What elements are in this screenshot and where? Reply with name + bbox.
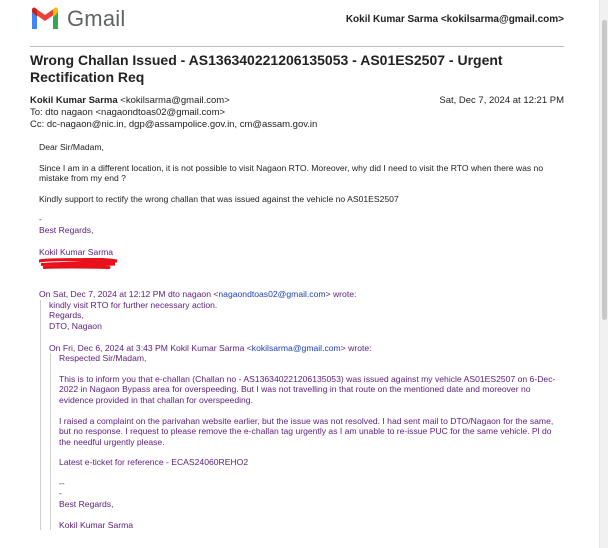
quote-2-email-link[interactable]: kokilsarma@gmail.com <box>251 342 341 353</box>
quote-1-line-2: Regards, <box>49 310 84 321</box>
quoted-reply-2 <box>49 343 559 531</box>
message-header <box>30 95 566 131</box>
quote-2-paragraph-2: I raised a complaint on the parivahan website earlier, but the issue was not resolved. I had sent mail to DTO/Nagaon for the same, but no response. I request to please remove the e-challan tag urgently as I am unable to re-issue PUC for the same vehicle. Pl do the needful urgently please. <box>59 415 554 447</box>
quoted-reply-1 <box>39 289 559 530</box>
quote-1-line-3: DTO, Nagaon <box>49 320 102 331</box>
scrollbar[interactable] <box>599 0 608 548</box>
to-line: To: dto nagaon <nagaondtoas02@gmail.com> <box>30 107 226 118</box>
quote-2-greeting: Respected Sir/Madam, <box>59 353 147 364</box>
signature <box>39 214 559 271</box>
quote-1-header <box>39 289 559 300</box>
quote-1-header-prefix: On Sat, Dec 7, 2024 at 12:12 PM dto nagaon < <box>39 289 219 300</box>
quote-2-signature-dash: - <box>59 488 62 499</box>
gmail-logo-icon <box>30 7 60 31</box>
quote-2-header-prefix: On Fri, Dec 6, 2024 at 3:43 PM Kokil Kumar Sarma < <box>49 342 252 353</box>
greeting: Dear Sir/Madam, <box>39 142 104 152</box>
signature-regards: Best Regards, <box>39 224 94 235</box>
quote-1-line-1: kindly visit RTO for further necessary action. <box>49 299 218 310</box>
quote-1-header-suffix: > wrote: <box>325 289 357 300</box>
message-date: Sat, Dec 7, 2024 at 12:21 PM <box>439 95 564 106</box>
gmail-wordmark: Gmail <box>67 6 126 31</box>
divider <box>30 46 564 47</box>
email-subject: Wrong Challan Issued - AS136340221206135053 - AS01ES2507 - Urgent Rectification Req <box>30 52 503 85</box>
signature-name: Kokil Kumar Sarma <box>39 246 114 257</box>
quote-2-signature-dashes: -- <box>59 477 65 488</box>
signature-dash: - <box>39 214 42 225</box>
quote-2-signature-name: Kokil Kumar Sarma <box>59 519 134 530</box>
gmail-logo <box>30 6 125 32</box>
message-body <box>39 142 559 530</box>
quote-1-body <box>40 300 559 531</box>
quote-2-signature-regards: Best Regards, <box>59 499 114 510</box>
redaction-scribble <box>39 258 119 271</box>
quote-2-body <box>50 353 559 530</box>
quote-2-header <box>49 343 559 354</box>
quote-2-paragraph-3: Latest e-ticket for reference - ECAS24060REHO2 <box>59 457 249 468</box>
sender-name: Kokil Kumar Sarma <box>30 95 118 106</box>
account-label: Kokil Kumar Sarma <kokilsarma@gmail.com> <box>345 14 564 25</box>
quote-2-header-suffix: > wrote: <box>340 342 372 353</box>
body-paragraph-2: Kindly support to rectify the wrong challan that was issued against the vehicle no AS01ES2507 <box>39 193 399 204</box>
scrollbar-thumb[interactable] <box>602 20 607 320</box>
quote-1-email-link[interactable]: nagaondtoas02@gmail.com <box>218 289 326 300</box>
sender-email: <kokilsarma@gmail.com> <box>120 95 230 106</box>
quote-2-paragraph-1: This is to inform you that e-challan (Challan no - AS136340221206135053) was issued against my vehicle AS01ES2507 on 6-Dec-2022 in Nagaon Bypass area for overspeeding. But I was not travelling in that route on the mentioned date and moreover no evidence provided in that challan for overspeeding. <box>59 373 556 405</box>
print-header <box>0 0 608 44</box>
body-paragraph-1: Since I am in a different location, it is not possible to visit Nagaon RTO. Moreover, why did I need to visit the RTO when there was no mistake from my end ? <box>39 162 544 184</box>
cc-line: Cc: dc-nagaon@nic.in, dgp@assampolice.gov.in, cm@assam.gov.in <box>30 119 318 130</box>
